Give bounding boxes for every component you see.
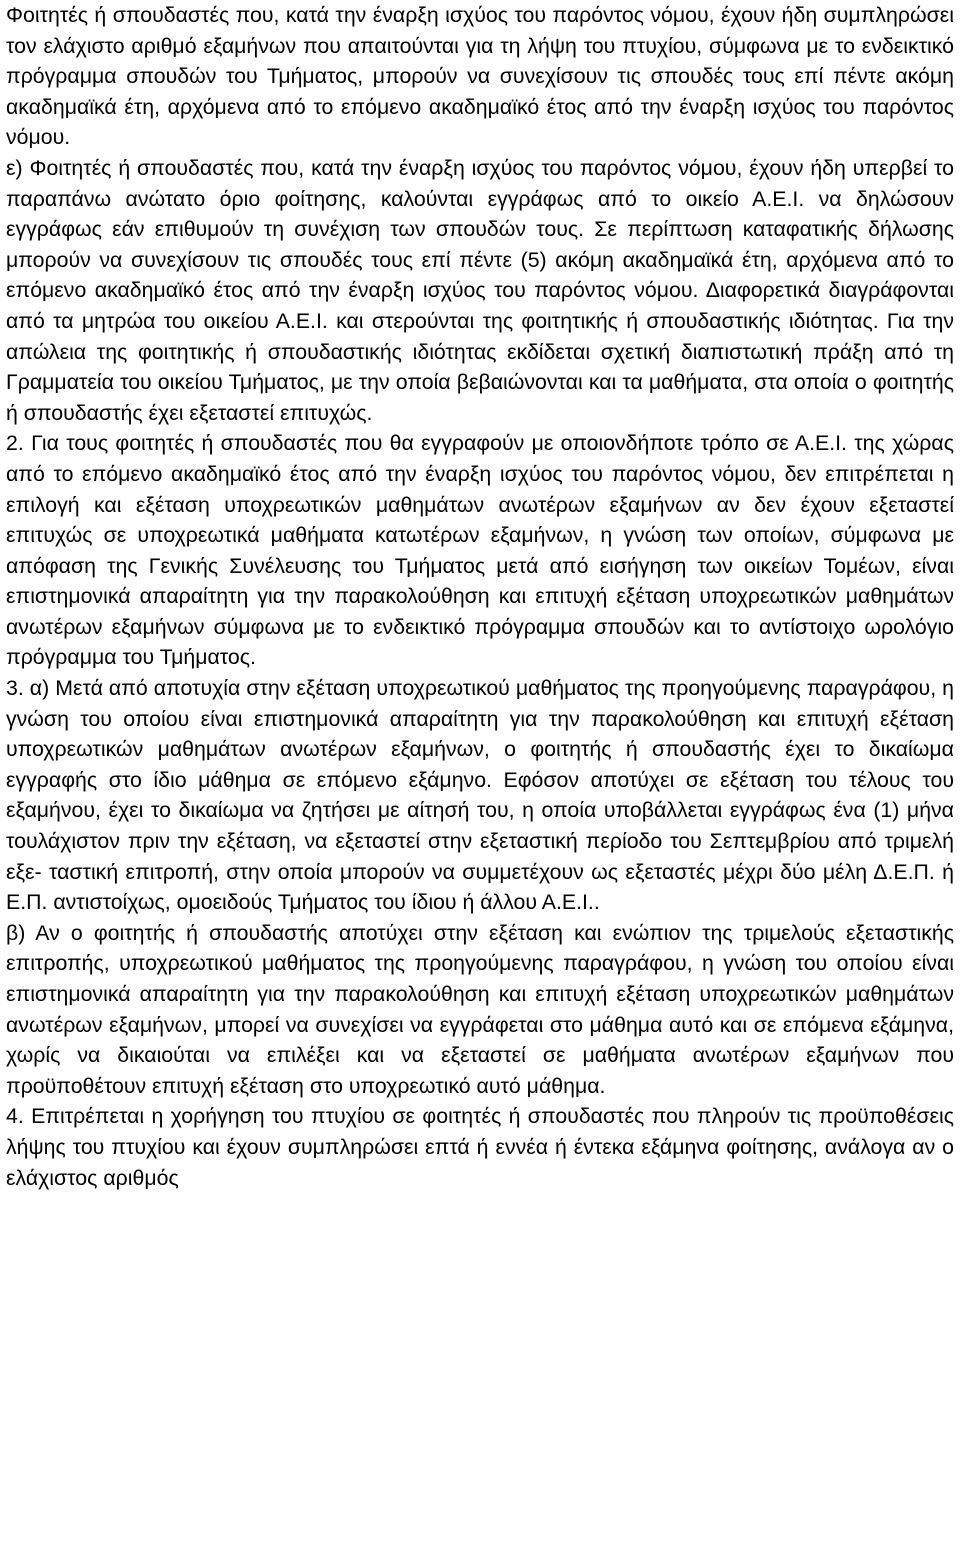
paragraph-item-3a: 3. α) Μετά από αποτυχία στην εξέταση υποχρεωτικού μαθήματος της προηγούμενης παραγράφου, η γνώση του οποίου είναι επιστημονικά απαραίτητη για την παρακολούθηση και επιτυχή εξέταση υποχρεωτικών μαθημάτων ανωτέρων εξαμήνων, ο φοιτητής ή σπουδαστής έχει το δικαίωμα εγγραφής στο ίδιο μάθημα σε επόμενο εξάμηνο. Εφόσον αποτύχει σε εξέταση του τέλους του εξαμήνου, έχει το δικαίωμα να ζητήσει με αίτησή του, η οποία υποβάλλεται εγγράφως ένα (1) μήνα τουλάχιστον πριν την εξέταση, να εξεταστεί στην εξεταστική περίοδο του Σεπτεμβρίου από τριμελή εξε- ταστική επιτροπή, στην οποία μπορούν να συμμετέχουν ως εξεταστές μέχρι δύο μέλη Δ.Ε.Π. ή Ε.Π. αντιστοίχως, ομοειδούς Τμήματος του ίδιου ή άλλου Α.Ε.Ι.. [6, 676, 954, 915]
paragraph-item-e: ε) Φοιτητές ή σπουδαστές που, κατά την έναρξη ισχύος του παρόντος νόμου, έχουν ήδη υπερβεί το παραπάνω ανώτατο όριο φοίτησης, καλούνται εγγράφως από το οικείο Α.Ε.Ι. να δηλώσουν εγγράφως εάν επιθυμούν τη συνέχιση των σπουδών τους. Σε περίπτωση καταφατικής δήλωσης μπορούν να συνεχίσουν τις σπουδές τους επί πέντε (5) ακόμη ακαδημαϊκά έτη, αρχόμενα από το επόμενο ακαδημαϊκό έτος από την έναρξη ισχύος του παρόντος νόμου. Διαφορετικά διαγράφονται από τα μητρώα του οικείου Α.Ε.Ι. και στερούνται της φοιτητικής ή σπουδαστικής ιδιότητας. Για την απώλεια της φοιτητικής ή σπουδαστικής ιδιότητας εκδίδεται σχετική διαπιστωτική πράξη από τη Γραμματεία του οικείου Τμήματος, με την οποία βεβαιώνονται και τα μαθήματα, στα οποία ο φοιτητής ή σπουδαστής έχει εξεταστεί επιτυχώς. [6, 155, 954, 425]
paragraph-continuation: Φοιτητές ή σπουδαστές που, κατά την έναρξη ισχύος του παρόντος νόμου, έχουν ήδη συμπληρώσει τον ελάχιστο αριθμό εξαμήνων που απαιτούνται για τη λήψη του πτυχίου, σύμφωνα με το ενδεικτικό πρόγραμμα σπουδών του Τμήματος, μπορούν να συνεχίσουν τις σπουδές τους επί πέντε ακόμη ακαδημαϊκά έτη, αρχόμενα από το επόμενο ακαδημαϊκό έτος από την έναρξη ισχύος του παρόντος νόμου. [6, 3, 954, 150]
paragraph-item-2: 2. Για τους φοιτητές ή σπουδαστές που θα εγγραφούν με οποιονδήποτε τρόπο σε Α.Ε.Ι. της χώρας από το επόμενο ακαδημαϊκό έτος από την έναρξη ισχύος του παρόντος νόμου, δεν επιτρέπεται η επιλογή και εξέταση υποχρεωτικών μαθημάτων ανωτέρων εξαμήνων αν δεν έχουν εξεταστεί επιτυχώς σε υποχρεωτικά μαθήματα κατωτέρων εξαμήνων, η γνώση των οποίων, σύμφωνα με απόφαση της Γενικής Συνέλευσης του Τμήματος μετά από εισήγηση των οικείων Τομέων, είναι επιστημονικά απαραίτητη για την παρακολούθηση και επιτυχή εξέταση υποχρεωτικών μαθημάτων ανωτέρων εξαμήνων σύμφωνα με το ενδεικτικό πρόγραμμα σπουδών και το αντίστοιχο ωρολόγιο πρόγραμμα του Τμήματος. [6, 431, 954, 670]
paragraph-item-3b: β) Αν ο φοιτητής ή σπουδαστής αποτύχει στην εξέταση και ενώπιον της τριμελούς εξεταστικής επιτροπής, υποχρεωτικού μαθήματος της προηγούμενης παραγράφου, η γνώση του οποίου είναι επιστημονικά απαραίτητη για την παρακολούθηση και επιτυχή εξέταση υποχρεωτικών μαθημάτων ανωτέρων εξαμήνων, μπορεί να συνεχίσει να εγγράφεται στο μάθημα αυτό και σε επόμενα εξάμηνα, χωρίς να δικαιούται να επιλέξει και να εξεταστεί σε μαθήματα ανωτέρων εξαμήνων που προϋποθέτουν επιτυχή εξέταση στο υποχρεωτικό αυτό μάθημα. [6, 920, 954, 1098]
paragraph-item-4: 4. Επιτρέπεται η χορήγηση του πτυχίου σε φοιτητές ή σπουδαστές που πληρούν τις προϋποθέσεις λήψης του πτυχίου και έχουν συμπληρώσει επτά ή εννέα ή έντεκα εξάμηνα φοίτησης, ανάλογα αν ο ελάχιστος αριθμός [6, 1104, 954, 1190]
